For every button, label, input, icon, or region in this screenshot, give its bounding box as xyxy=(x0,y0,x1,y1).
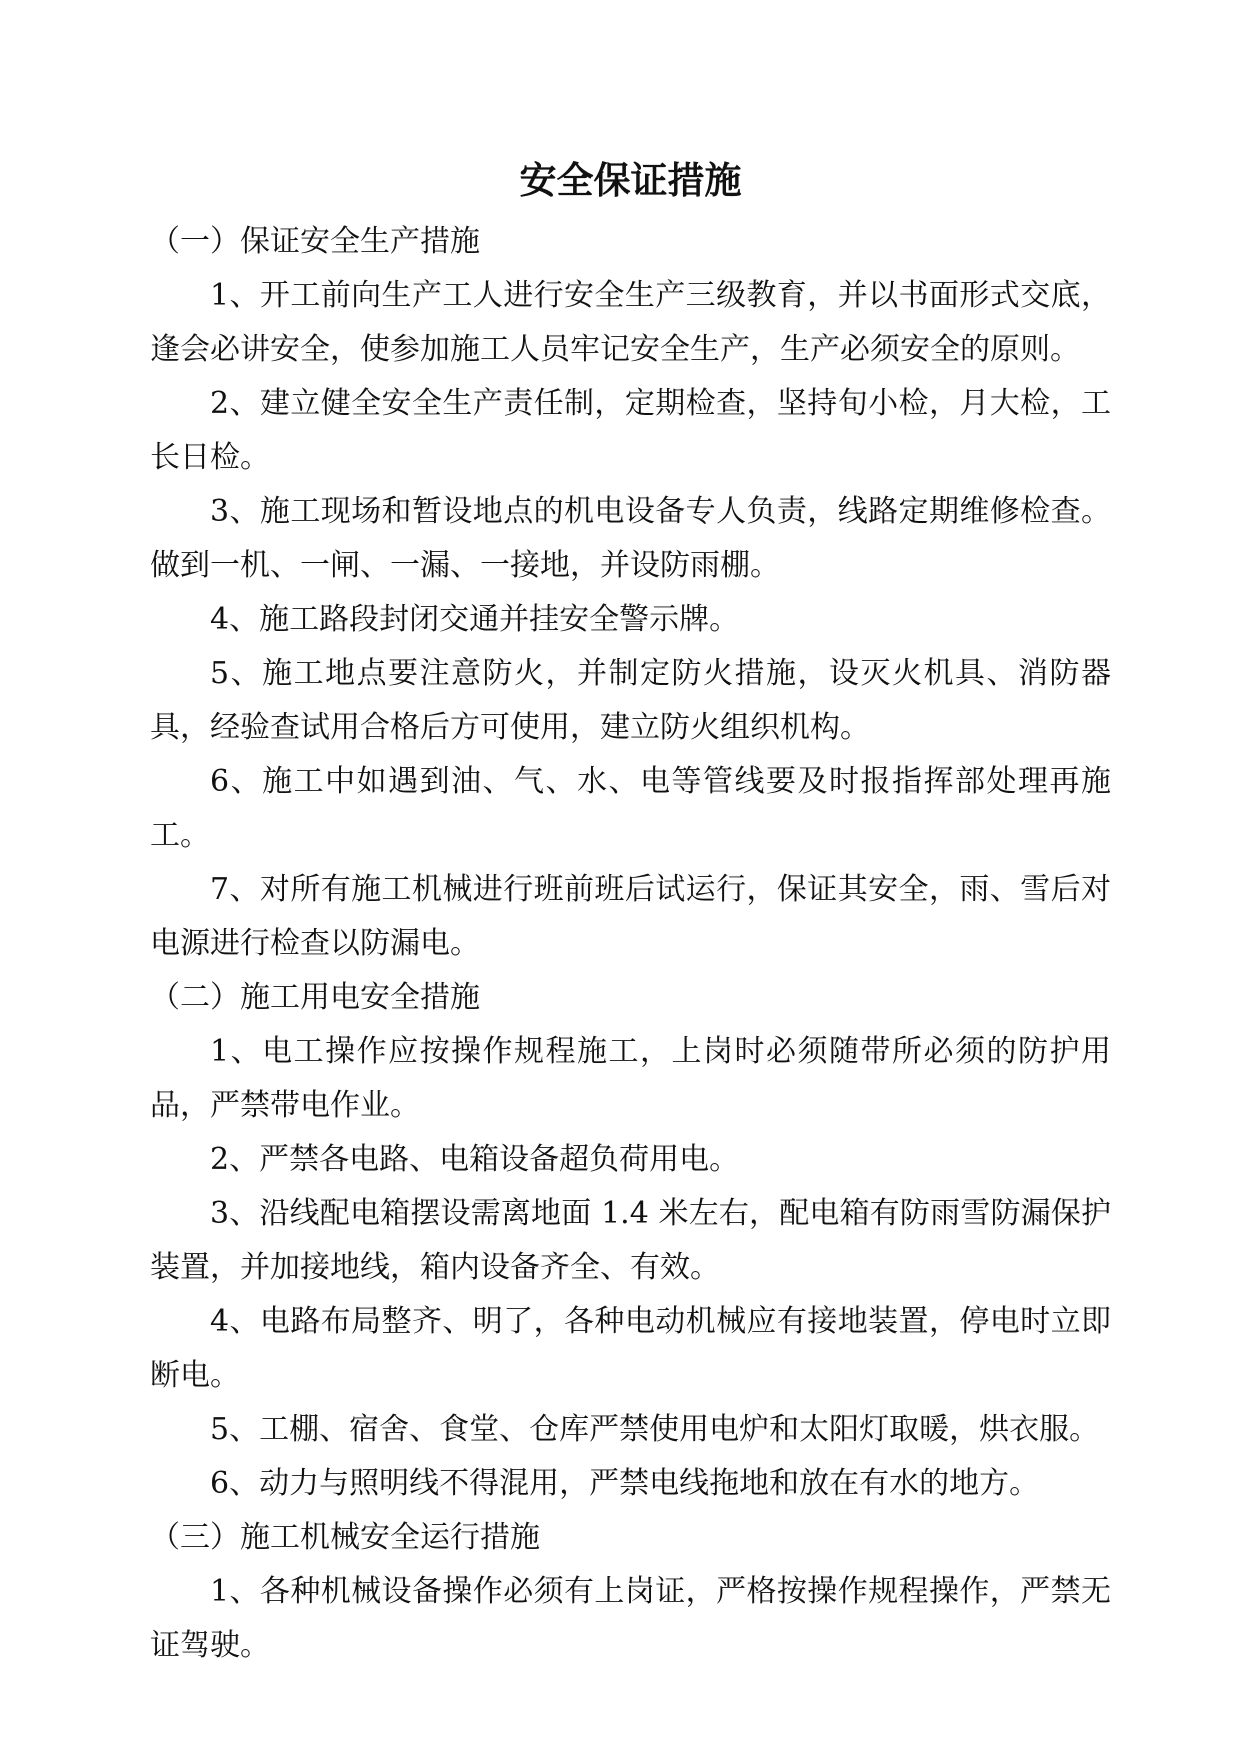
list-item: 2、严禁各电路、电箱设备超负荷用电。 xyxy=(210,1142,740,1177)
list-item: 3、施工现场和暂设地点的机电设备专人负责，线路定期维修检查。做到一机、一闸、一漏、一接地，并设防雨棚。 xyxy=(150,494,1111,583)
list-item: 5、施工地点要注意防火，并制定防火措施，设灭火机具、消防器具，经验查试用合格后方可使用，建立防火组织机构。 xyxy=(150,656,1111,745)
section-safety-production xyxy=(150,215,1111,971)
list-item: 5、工棚、宿舍、食堂、仓库严禁使用电炉和太阳灯取暖，烘衣服。 xyxy=(210,1412,1100,1447)
list-item: 3、沿线配电箱摆设需离地面 1.4 米左右，配电箱有防雨雪防漏保护装置，并加接地线，箱内设备齐全、有效。 xyxy=(150,1196,1111,1285)
list-item: 1、各种机械设备操作必须有上岗证，严格按操作规程操作，严禁无证驾驶。 xyxy=(150,1574,1111,1663)
section-electrical-safety xyxy=(150,971,1111,1511)
list-item: 6、动力与照明线不得混用，严禁电线拖地和放在有水的地方。 xyxy=(210,1466,1040,1501)
document-page xyxy=(150,150,1111,1673)
section-heading: （三）施工机械安全运行措施 xyxy=(150,1520,540,1555)
list-item: 4、施工路段封闭交通并挂安全警示牌。 xyxy=(210,602,740,637)
list-item: 2、建立健全安全生产责任制，定期检查，坚持旬小检，月大检，工长日检。 xyxy=(150,386,1111,475)
list-item: 4、电路布局整齐、明了，各种电动机械应有接地装置，停电时立即断电。 xyxy=(150,1304,1111,1393)
list-item: 7、对所有施工机械进行班前班后试运行，保证其安全，雨、雪后对电源进行检查以防漏电。 xyxy=(150,872,1111,961)
list-item: 1、开工前向生产工人进行安全生产三级教育，并以书面形式交底，逢会必讲安全，使参加施工人员牢记安全生产，生产必须安全的原则。 xyxy=(150,278,1111,367)
section-machinery-safety xyxy=(150,1511,1111,1673)
list-item: 6、施工中如遇到油、气、水、电等管线要及时报指挥部处理再施工。 xyxy=(150,764,1111,853)
document-title: 安全保证措施 xyxy=(519,158,742,202)
section-heading: （一）保证安全生产措施 xyxy=(150,224,480,259)
list-item: 1、电工操作应按操作规程施工，上岗时必须随带所必须的防护用品，严禁带电作业。 xyxy=(150,1034,1111,1123)
section-heading: （二）施工用电安全措施 xyxy=(150,980,480,1015)
